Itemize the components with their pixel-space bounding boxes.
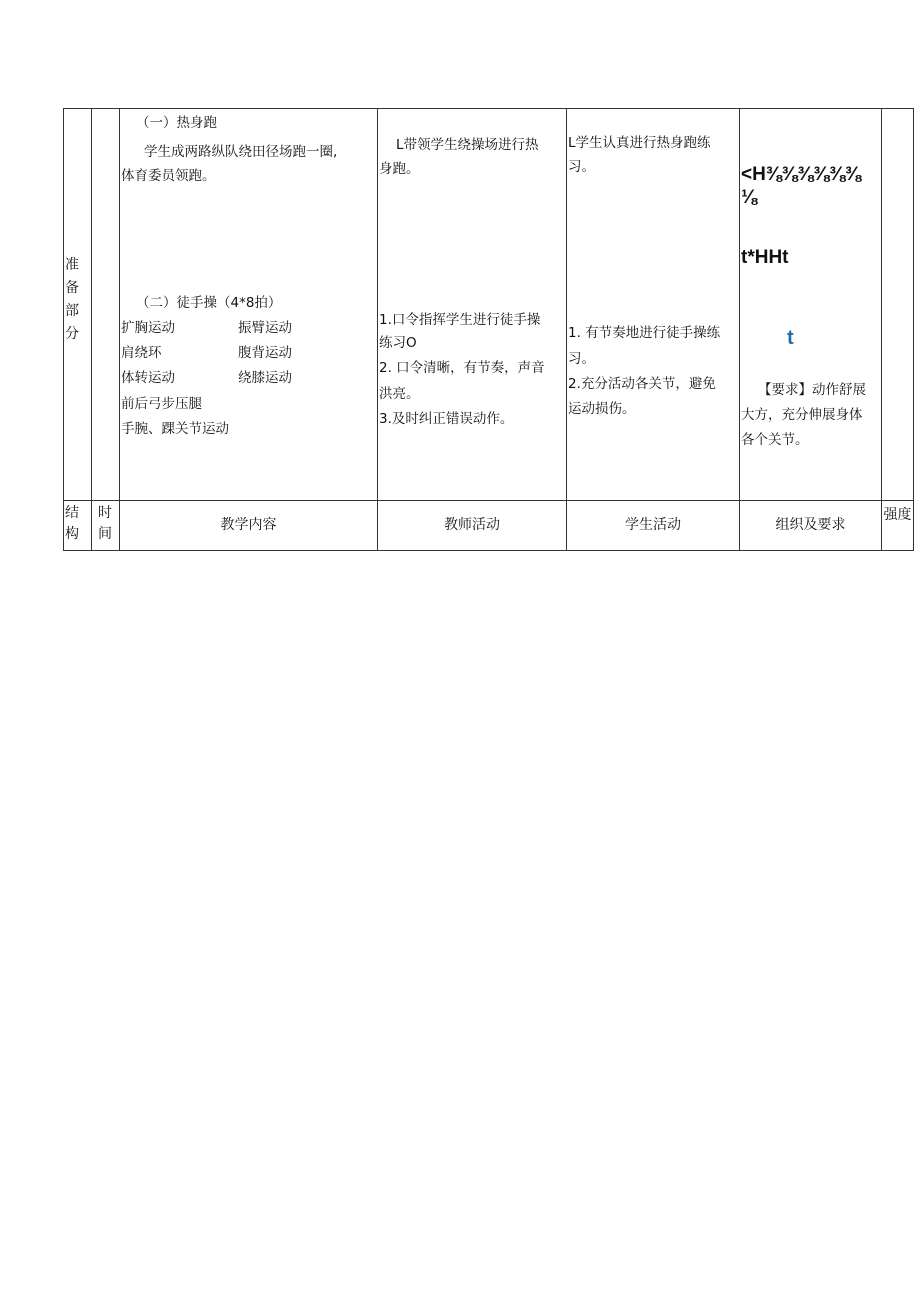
header-content: 教学内容	[220, 517, 277, 533]
column-divider	[119, 108, 120, 551]
teacher-activity-line: 1.口令指挥学生进行徒手操	[379, 312, 541, 328]
header-organization: 组织及要求	[775, 517, 846, 533]
header-structure	[64, 503, 80, 545]
section-label-char: 备	[65, 280, 79, 296]
table-border-mid	[63, 500, 914, 501]
teacher-warmup-line: L带领学生绕操场进行热	[396, 137, 539, 153]
column-divider	[739, 108, 740, 551]
header-student: 学生活动	[625, 517, 681, 533]
requirement-line: 各个关节。	[741, 432, 809, 448]
warmup-line: 体育委员领跑。	[121, 168, 216, 184]
section-label-char: 分	[65, 326, 79, 342]
teacher-activity-line: 2. 口令清晰，有节奏，声音	[379, 360, 545, 376]
table-border-bottom	[63, 550, 914, 551]
exercise-item: 肩绕环	[121, 345, 162, 361]
column-divider	[377, 108, 378, 551]
table-border-top	[63, 108, 914, 109]
exercise-item: 前后弓步压腿	[121, 396, 202, 412]
header-structure-char: 构	[65, 526, 79, 542]
header-time-char: 时	[98, 505, 112, 521]
teacher-activity-line: 洪亮。	[379, 386, 420, 402]
section-label-char: 部	[65, 303, 79, 319]
table-border-right	[913, 108, 914, 551]
teacher-warmup-line: 身跑。	[379, 161, 420, 177]
exercise-item: 手腕、踝关节运动	[121, 421, 229, 437]
column-divider	[566, 108, 567, 551]
exercise-item: 体转运动	[121, 370, 175, 386]
teacher-activity-line: 3.及时纠正错误动作。	[379, 411, 514, 427]
column-divider	[91, 108, 92, 551]
header-intensity: 强度	[883, 507, 912, 523]
warmup-line: 学生成两路纵队绕田径场跑一圈,	[144, 144, 338, 160]
student-activity-line: 习。	[568, 351, 595, 367]
student-activity-line: 运动损伤。	[568, 401, 636, 417]
column-divider	[881, 108, 882, 551]
section-label	[63, 254, 81, 346]
teacher-activity-line: 练习O	[379, 335, 417, 351]
student-warmup-line: 习。	[568, 159, 595, 175]
section-label-char: 准	[65, 257, 79, 273]
header-structure-char: 结	[65, 505, 79, 521]
header-teacher: 教师活动	[444, 517, 500, 533]
header-time	[96, 503, 114, 545]
student-activity-line: 2.充分活动各关节，避免	[568, 376, 716, 392]
requirement-line: 【要求】动作舒展	[758, 382, 866, 398]
formation-diagram-row: ⅛	[741, 187, 757, 208]
warmup-title: （一）热身跑	[136, 115, 217, 131]
formation-diagram-row: t*HHt	[741, 247, 789, 268]
header-time-char: 间	[98, 526, 112, 542]
freehand-title: （二）徒手操（4*8拍）	[136, 295, 282, 311]
formation-diagram-row: <H⅜⅜⅜⅜⅜⅜	[741, 164, 861, 185]
exercise-item: 扩胸运动	[121, 320, 175, 336]
exercise-item: 绕膝运动	[238, 370, 292, 386]
student-warmup-line: L学生认真进行热身跑练	[568, 135, 711, 151]
teacher-position-mark: t	[787, 327, 794, 349]
requirement-line: 大方，充分伸展身体	[741, 407, 863, 423]
student-activity-line: 1. 有节奏地进行徒手操练	[568, 325, 721, 341]
exercise-item: 振臂运动	[238, 320, 292, 336]
exercise-item: 腹背运动	[238, 345, 292, 361]
